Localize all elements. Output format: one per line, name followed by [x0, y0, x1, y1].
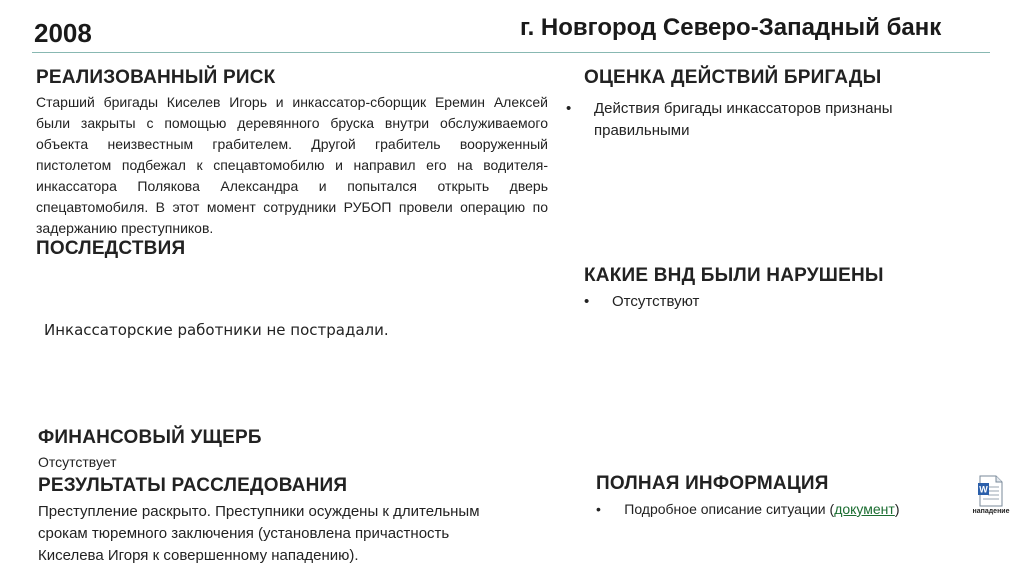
assessment-list	[566, 98, 986, 142]
full-info-prefix: Подробное описание ситуации (	[624, 501, 835, 517]
assessment-item-text: Действия бригады инкассаторов признаны правильными	[594, 100, 893, 139]
damage-text: Отсутствует	[38, 454, 117, 470]
full-info-suffix: )	[894, 501, 900, 517]
full-info-item	[596, 499, 976, 519]
full-info-heading: ПОЛНАЯ ИНФОРМАЦИЯ	[596, 473, 829, 494]
word-document-icon[interactable]	[962, 474, 1020, 524]
slide-title: г. Новгород Северо-Западный банк	[520, 14, 942, 41]
vnd-heading: КАКИЕ ВНД БЫЛИ НАРУШЕНЫ	[584, 265, 884, 286]
risk-heading: РЕАЛИЗОВАННЫЙ РИСК	[36, 67, 276, 88]
bullet: •	[584, 293, 590, 310]
document-link[interactable]: документ	[834, 501, 895, 517]
vnd-item-text: Отсутствуют	[612, 293, 700, 310]
consequences-text: Инкассаторские работники не пострадали.	[44, 321, 389, 339]
vnd-list	[584, 292, 984, 312]
slide-year: 2008	[34, 18, 92, 48]
attachment-caption[interactable]: нападение	[972, 508, 1010, 515]
vnd-item	[584, 292, 984, 312]
assessment-item	[566, 98, 986, 142]
bullet: •	[566, 100, 572, 117]
consequences-heading: ПОСЛЕДСТВИЯ	[36, 238, 186, 259]
damage-heading: ФИНАНСОВЫЙ УЩЕРБ	[38, 427, 262, 448]
investigation-heading: РЕЗУЛЬТАТЫ РАССЛЕДОВАНИЯ	[38, 475, 348, 496]
svg-text:W: W	[979, 484, 988, 495]
bullet: •	[596, 501, 601, 517]
investigation-text: Преступление раскрыто. Преступники осуждены к длительным срокам тюремного заключения (установлена причастность Киселева Игоря к совершенному нападению).	[38, 503, 480, 564]
risk-text: Старший бригады Киселев Игорь и инкассатор-сборщик Еремин Алексей были закрыты с помощью деревянного бруска внутри обслуживаемого объекта неизвестным грабителем. Другой грабитель вооруженный пистолетом подбежал к спецавтомобилю и направил его на водителя-инкассатора Полякова Александра и попытался открыть дверь спецавтомобиля. В этот момент сотрудники РУБОП провели операцию по задержанию преступников.	[36, 94, 548, 236]
header-divider	[32, 52, 990, 53]
assessment-heading: ОЦЕНКА ДЕЙСТВИЙ БРИГАДЫ	[584, 67, 882, 88]
